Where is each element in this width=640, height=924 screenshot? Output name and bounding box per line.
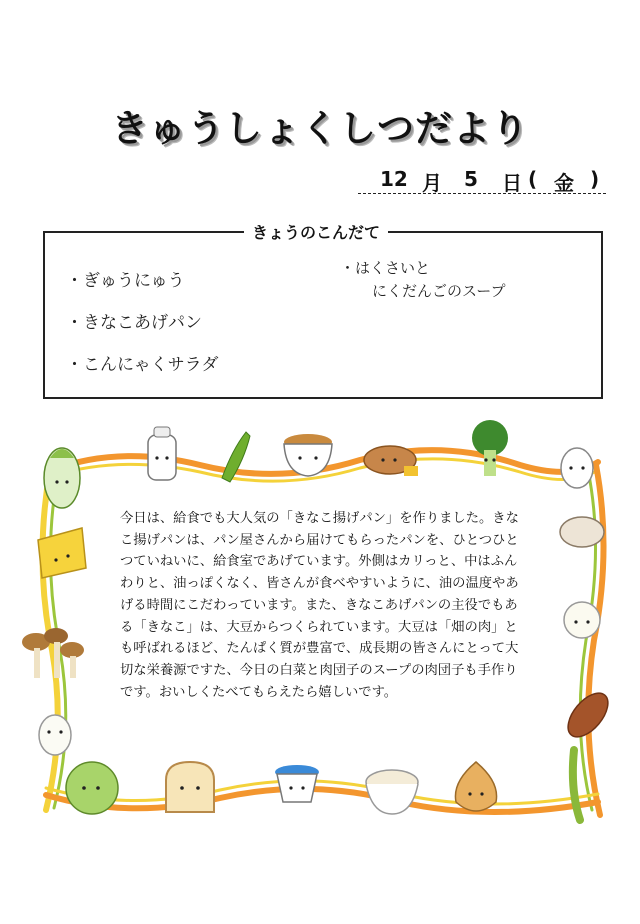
asparagus-icon — [573, 750, 580, 820]
date-month-unit: 月 — [422, 171, 442, 195]
date-paren-close: ) — [590, 167, 600, 191]
milk-bottle-icon — [148, 427, 176, 480]
yogurt-cup-icon — [275, 765, 319, 802]
rice-ball-icon — [39, 715, 71, 755]
date-day: 5 — [464, 167, 478, 191]
cabbage-icon — [66, 762, 118, 814]
message-text: 今日は、給食でも大人気の「きなこ揚げパン」を作りました。きなこ揚げパンは、パン屋さんから届けてもらったパンを、ひとつひとつていねいに、給食室であげています。外側はカリっと、中はふんわりと、油っぽくなく、皆さんが食べやすいように、油の温度やあげる時間にこだわっています。また、きなこあげパンの主役でもある「きなこ」は、大豆からつくられています。大豆は「畑の肉」とも呼ばれるほど、たんぱく質が豊富で、成長期の皆さんにとって大切な栄養源ですた、今日の白菜と肉団子のスープの肉団子も手作りです。おいしくたべてもらえたら嬉しいです。 — [120, 511, 519, 700]
egg-icon — [561, 448, 593, 488]
date-month: 12 — [380, 167, 408, 191]
soup-bowl-icon — [366, 770, 418, 814]
toast-icon — [166, 762, 214, 812]
bread-roll-icon — [364, 446, 418, 476]
date-line — [358, 165, 606, 194]
clam-icon — [560, 517, 604, 547]
page-title: きゅうしょくしつだより — [111, 107, 529, 150]
onion-icon — [455, 762, 496, 811]
menu-heading: きょうのこんだて — [244, 220, 388, 243]
menu-item-soup-line1: ・はくさいと — [340, 259, 431, 277]
date-day-unit: 日 — [502, 171, 522, 195]
menu-item-soup-line2: にくだんごのスープ — [372, 282, 506, 300]
cauliflower-icon — [564, 602, 600, 638]
menu-item-milk: ・ぎゅうにゅう — [66, 271, 185, 291]
date-paren-open: ( — [528, 167, 538, 191]
napa-cabbage-icon — [44, 448, 80, 508]
menu-item-kinako-bread: ・きなこあげパン — [66, 313, 202, 333]
date-weekday: 金 — [554, 171, 574, 195]
menu-item-konnyaku-salad: ・こんにゃくサラダ — [66, 355, 219, 375]
